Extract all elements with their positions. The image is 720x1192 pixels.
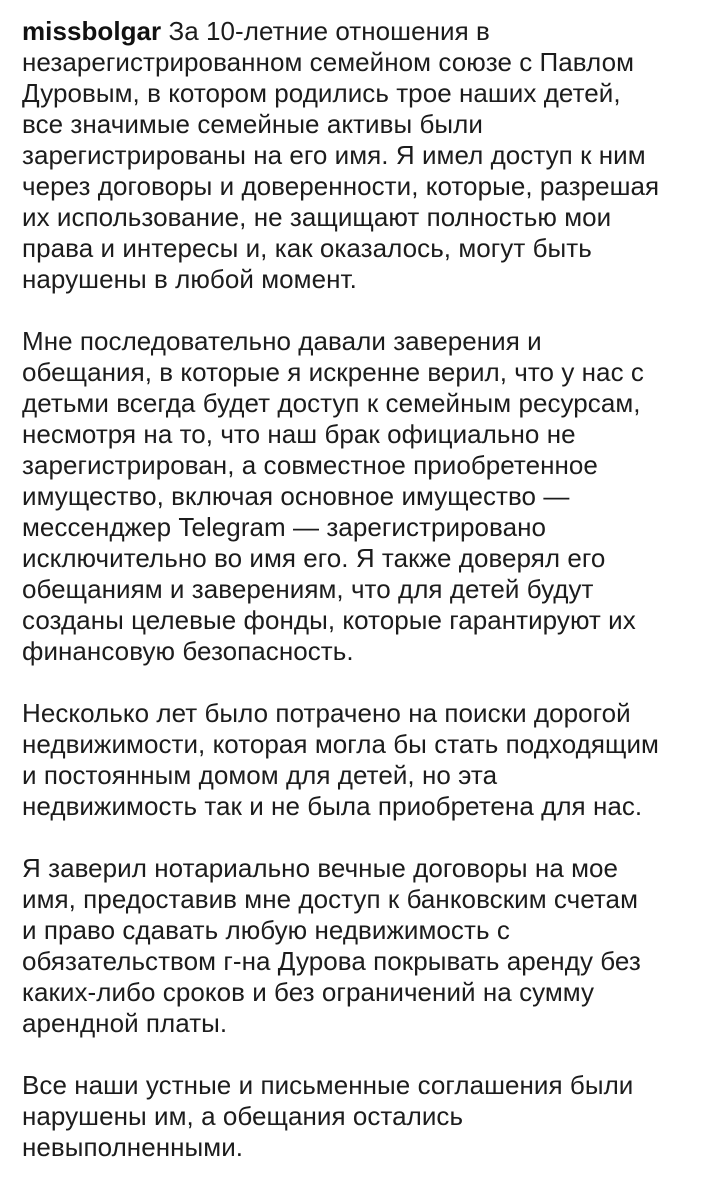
caption-line: детьми всегда будет доступ к семейным ресурсам,	[22, 388, 641, 418]
caption-line: Я заверил нотариально вечные договоры на мое	[22, 853, 619, 883]
caption-line: обещаниям и заверениям, что для детей будут	[22, 574, 594, 604]
caption-line: Все наши устные и письменные соглашения были	[22, 1070, 634, 1100]
caption-line: нарушены им, а обещания остались	[22, 1101, 464, 1131]
caption-paragraph	[22, 16, 720, 295]
caption-line: Дуровым, в котором родились трое наших детей,	[22, 78, 621, 108]
caption-paragraph	[22, 1070, 720, 1163]
caption-line: недвижимости, которая могла бы стать подходящим	[22, 729, 659, 759]
paragraph-spacer	[22, 667, 720, 698]
caption-line: финансовую безопасность.	[22, 636, 354, 666]
caption-line: права и интересы и, как оказалось, могут быть	[22, 233, 592, 263]
caption-line: Мне последовательно давали заверения и	[22, 326, 542, 356]
caption-line: нарушены в любой момент.	[22, 264, 357, 294]
caption-line: их использование, не защищают полностью мои	[22, 202, 612, 232]
paragraph-spacer	[22, 822, 720, 853]
caption-paragraph	[22, 698, 720, 822]
caption-paragraph	[22, 326, 720, 667]
paragraph-spacer	[22, 1039, 720, 1070]
caption-paragraph	[22, 853, 720, 1039]
paragraph-spacer	[22, 295, 720, 326]
caption-line: исключительно во имя его. Я также доверял его	[22, 543, 606, 573]
caption-line: несмотря на то, что наш брак официально не	[22, 419, 576, 449]
caption-line: незарегистрированном семейном союзе с Павлом	[22, 47, 635, 77]
caption-line: каких-либо сроков и без ограничений на сумму	[22, 977, 595, 1007]
caption-line: обязательством г-на Дурова покрывать аренду без	[22, 946, 641, 976]
caption-line: все значимые семейные активы были	[22, 109, 483, 139]
caption-line: Несколько лет было потрачено на поиски дорогой	[22, 698, 631, 728]
caption-line: имущество, включая основное имущество —	[22, 481, 570, 511]
caption-line: За 10-летние отношения в	[161, 16, 490, 46]
caption-line: имя, предоставив мне доступ к банковским счетам	[22, 884, 638, 914]
caption-line: созданы целевые фонды, которые гарантируют их	[22, 605, 636, 635]
caption-line: мессенджер Telegram — зарегистрировано	[22, 512, 547, 542]
caption-line: зарегистрированы на его имя. Я имел доступ к ним	[22, 140, 646, 170]
username-link[interactable]: missbolgar	[22, 16, 162, 46]
caption-line: зарегистрирован, а совместное приобретенное	[22, 450, 598, 480]
caption-line: и право сдавать любую недвижимость с	[22, 915, 510, 945]
caption-line: арендной платы.	[22, 1008, 228, 1038]
caption-line: недвижимость так и не была приобретена для нас.	[22, 791, 643, 821]
caption-line: через договоры и доверенности, которые, разрешая	[22, 171, 660, 201]
caption-line: и постоянным домом для детей, но эта	[22, 760, 498, 790]
caption-line: обещания, в которые я искренне верил, что у нас с	[22, 357, 644, 387]
caption-line: невыполненными.	[22, 1132, 244, 1162]
